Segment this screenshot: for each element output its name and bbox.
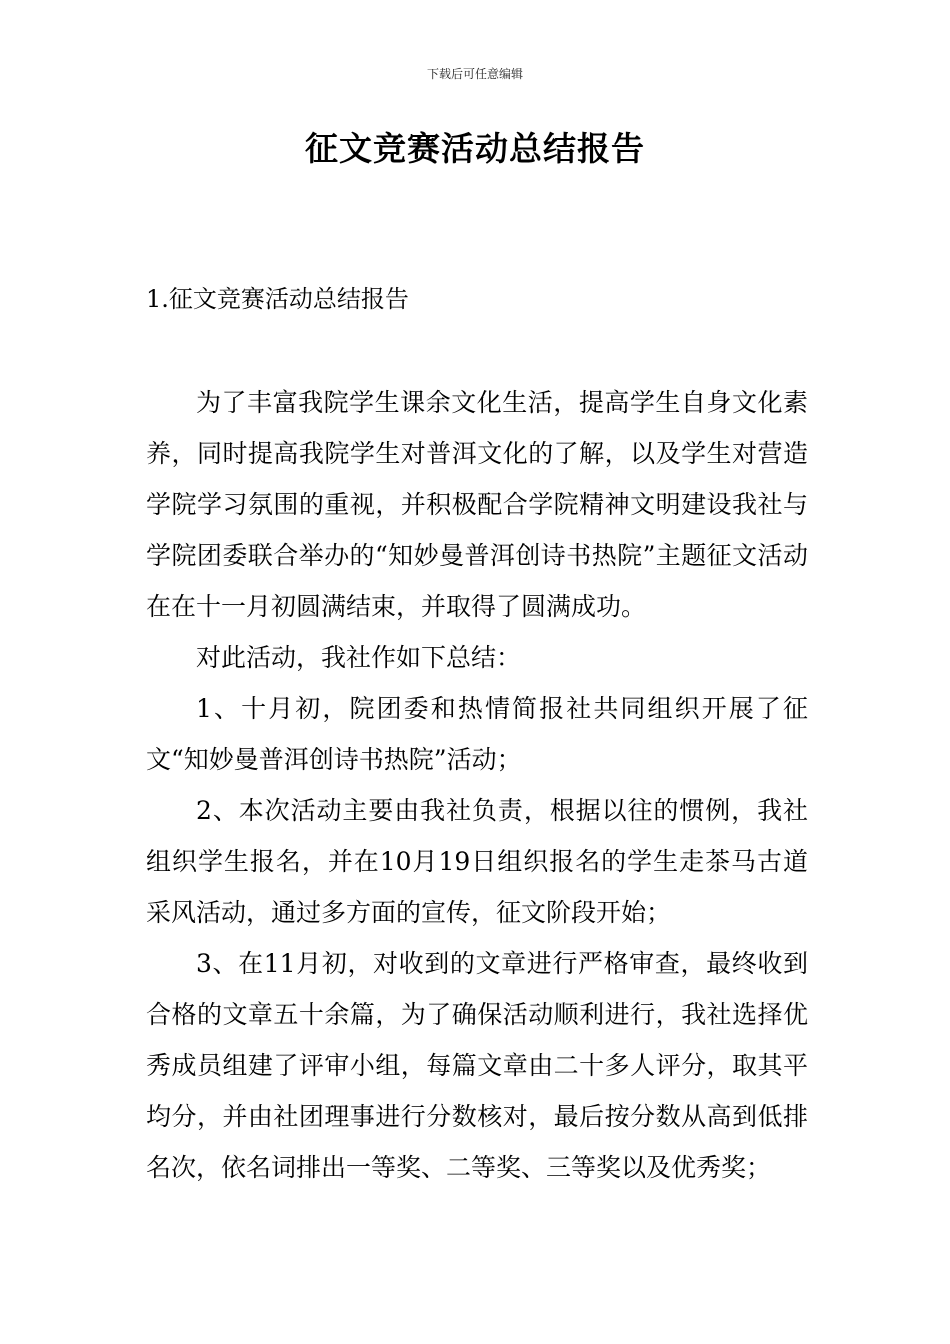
- body-text: [146, 377, 808, 1193]
- paragraph: 2、本次活动主要由我社负责，根据以往的惯例，我社组织学生报名，并在10月19日组织报名的学生走茶马古道采风活动，通过多方面的宣传，征文阶段开始；: [146, 796, 808, 927]
- paragraph: 1、十月初，院团委和热情简报社共同组织开展了征文“知妙曼普洱创诗书热院”活动；: [146, 694, 808, 774]
- section-heading: 1.征文竞赛活动总结报告: [146, 285, 409, 313]
- paragraph: 对此活动，我社作如下总结：: [196, 643, 522, 672]
- paragraph: 为了丰富我院学生课余文化生活，提高学生自身文化素养，同时提高我院学生对普洱文化的了解，以及学生对营造学院学习氛围的重视，并积极配合学院精神文明建设我社与学院团委联合举办的“知妙曼普洱创诗书热院”主题征文活动在在十一月初圆满结束，并取得了圆满成功。: [146, 388, 808, 621]
- header-note: 下载后可任意编辑: [426, 67, 523, 81]
- document-title: 征文竞赛活动总结报告: [305, 129, 645, 168]
- paragraph: 3、在11月初，对收到的文章进行严格审查，最终收到合格的文章五十余篇，为了确保活动顺利进行，我社选择优秀成员组建了评审小组，每篇文章由二十多人评分，取其平均分，并由社团理事进行分数核对，最后按分数从高到低排名次，依名词排出一等奖、二等奖、三等奖以及优秀奖；: [146, 949, 808, 1182]
